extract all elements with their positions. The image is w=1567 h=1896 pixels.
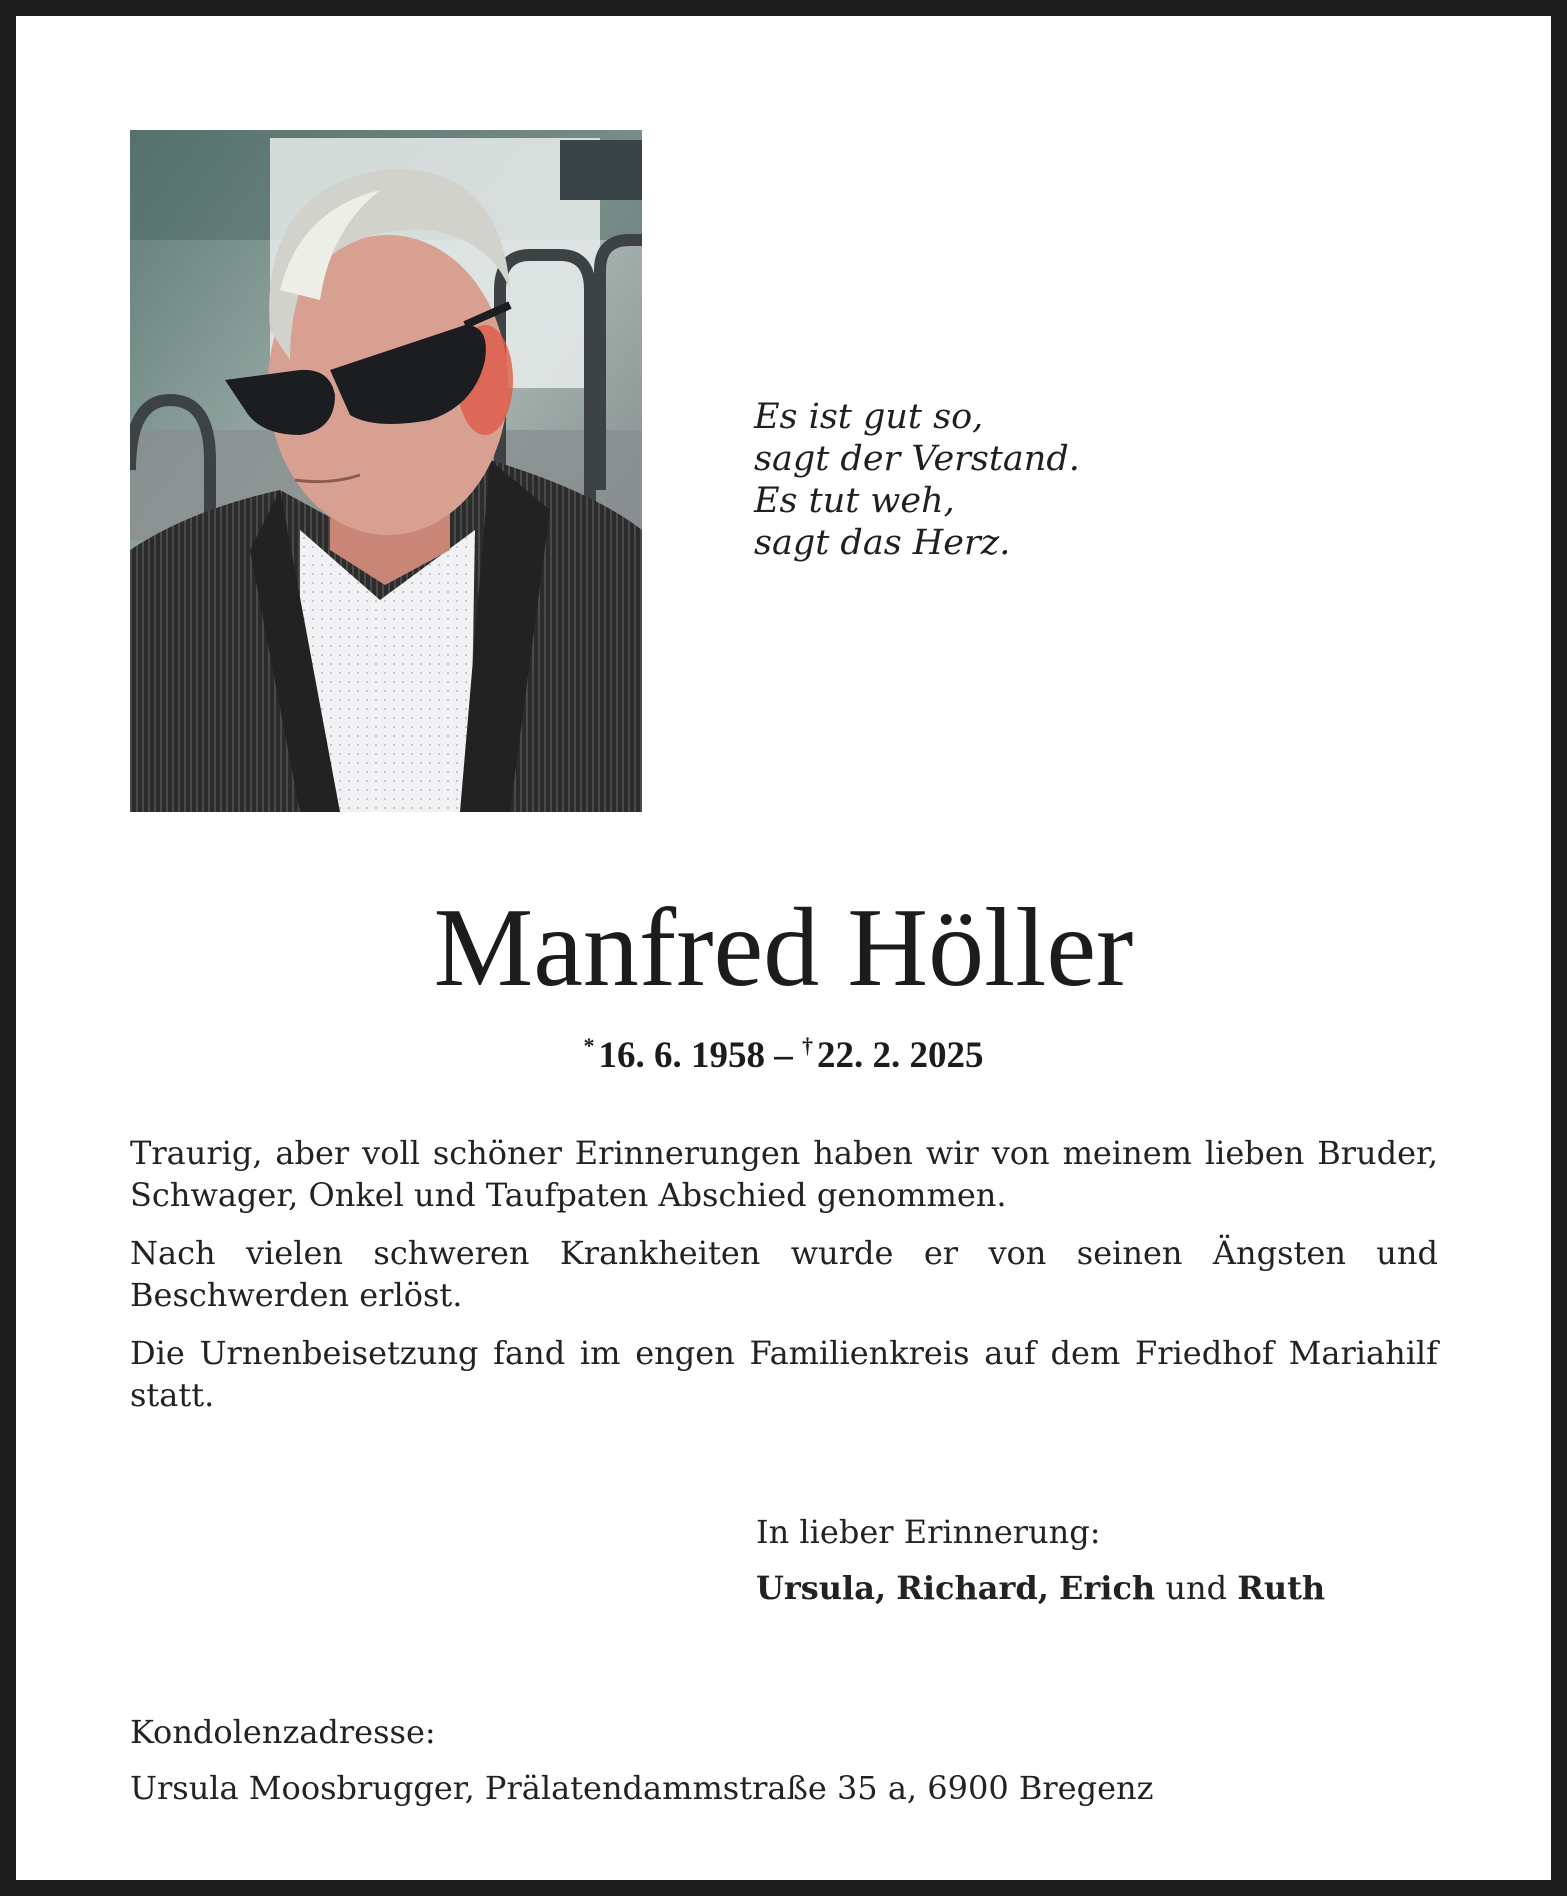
portrait-photo — [130, 130, 642, 812]
closing-intro: In lieber Erinnerung: — [756, 1513, 1101, 1551]
closing-signature — [756, 1504, 1325, 1616]
condolence-address-line: Ursula Moosbrugger, Prälatendammstraße 35 a, 6900 Bregenz — [130, 1769, 1154, 1807]
paragraph: Nach vielen schweren Krankheiten wurde er von seinen Ängsten und Beschwerden erlöst. — [130, 1234, 1438, 1314]
mourner-name: Richard, — [896, 1569, 1049, 1607]
condolence-address — [130, 1704, 1154, 1816]
deceased-name: Manfred Höller — [433, 886, 1134, 1010]
condolence-label: Kondolenzadresse: — [130, 1713, 436, 1751]
death-date: 22. 2. 2025 — [817, 1035, 984, 1076]
paragraph: Traurig, aber voll schöner Erinnerungen haben wir von meinem lieben Bruder, Schwager, Onkel und Taufpaten Abschied genommen. — [130, 1134, 1438, 1214]
quote-line: sagt das Herz. — [754, 523, 1011, 563]
life-dates — [16, 1024, 1551, 1078]
death-symbol: † — [802, 1033, 813, 1058]
portrait-illustration — [130, 130, 642, 812]
quote-line: sagt der Verstand. — [754, 439, 1080, 479]
conjunction: und — [1165, 1569, 1228, 1607]
birth-date: 16. 6. 1958 — [598, 1035, 765, 1076]
paragraph: Die Urnenbeisetzung fand im engen Familienkreis auf dem Friedhof Mariahilf statt. — [130, 1334, 1438, 1414]
date-separator: – — [765, 1035, 802, 1076]
mourner-name: Ursula, — [756, 1569, 887, 1607]
mourner-name: Ruth — [1237, 1569, 1326, 1607]
mourner-name: Erich — [1059, 1569, 1156, 1607]
memorial-quote — [754, 396, 1080, 564]
obituary-text — [130, 1132, 1438, 1432]
mourners-names — [756, 1560, 1325, 1616]
quote-line: Es ist gut so, — [754, 397, 984, 437]
quote-line: Es tut weh, — [754, 481, 955, 521]
birth-symbol: * — [583, 1033, 595, 1058]
